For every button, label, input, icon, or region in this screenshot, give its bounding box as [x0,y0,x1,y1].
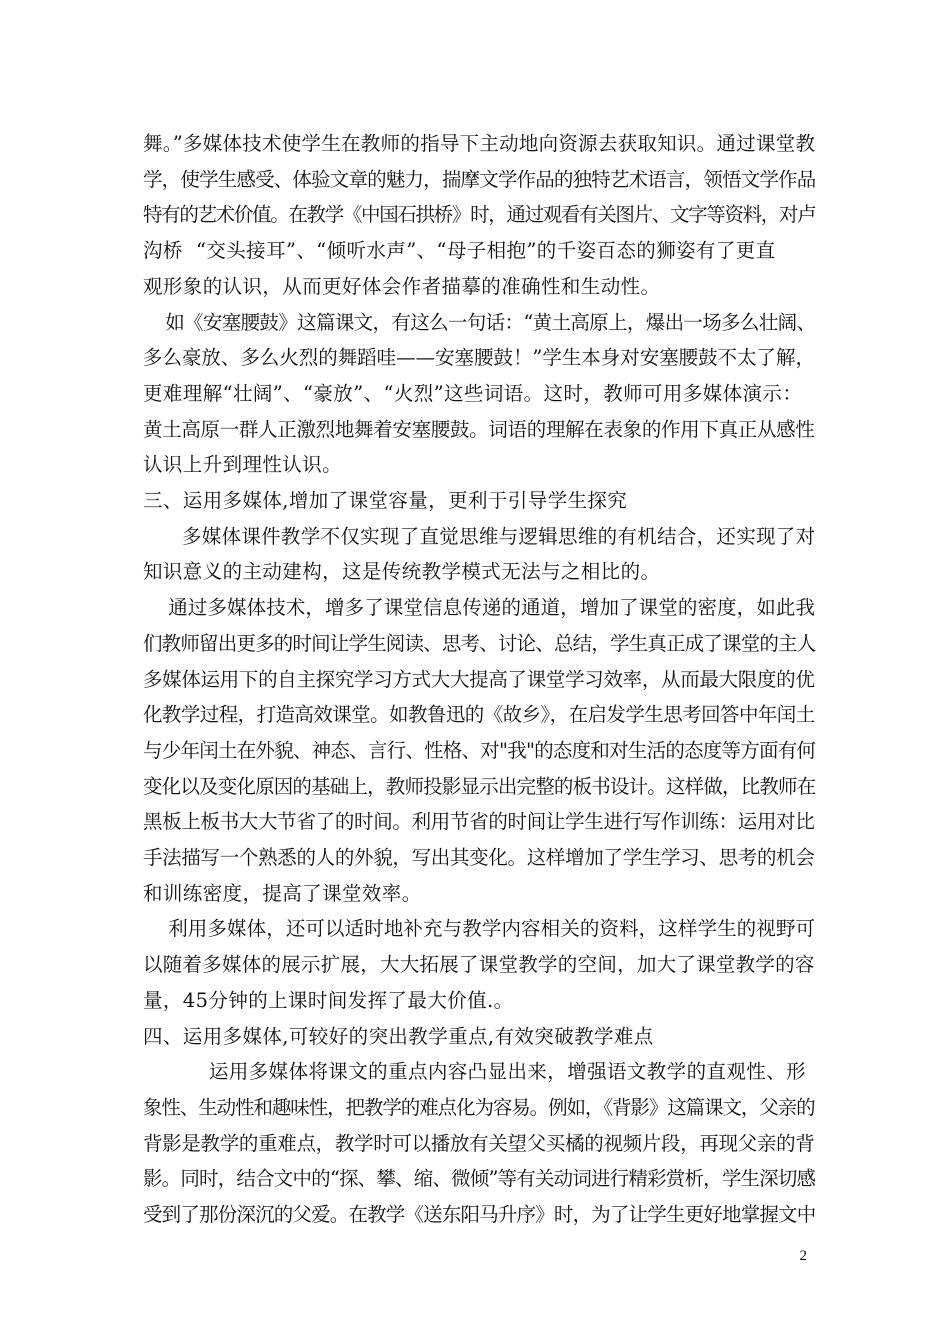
text-line: 影。同时，结合文中的“探、攀、缩、微倾”等有关动词进行精彩赏析，学生深切感 [143,1167,816,1191]
text-line: 以随着多媒体的展示扩展，大大拓展了课堂教学的空间，加大了课堂教学的容 [143,953,815,977]
text-line: 黑板上板书大大节省了的时间。利用节省的时间让学生进行写作训练：运用对比 [143,810,815,834]
text-line: 多媒体运用下的自主探究学习方式大大提高了课堂学习效率，从而最大限度的优 [143,667,815,691]
text-line: 手法描写一个熟悉的人的外貌，写出其变化。这样增加了学生学习、思考的机会 [143,846,815,869]
text-line: 多么豪放、多么火烈的舞蹈哇——安塞腰鼓！”学生本身对安塞腰鼓不太了解， [143,346,815,370]
text-line: 和训练密度，提高了课堂效率。 [143,881,422,905]
text-line: 四、运用多媒体,可较好的突出教学重点,有效突破教学难点 [143,1024,654,1048]
text-line: 利用多媒体，还可以适时地补充与教学内容相关的资料，这样学生的视野可 [143,917,816,941]
text-line: 化教学过程，打造高效课堂。如教鲁迅的《故乡》，在启发学生思考回答中年闰土 [143,703,815,727]
text-line: 观形象的认识，从而更好体会作者描摹的准确性和生动性。 [143,274,661,298]
text-line: 舞。”多媒体技术使学生在教师的指导下主动地向资源去获取知识。通过课堂教 [143,132,816,155]
text-line: 如《安塞腰鼓》这篇课文，有这么一句话：“黄土高原上，爆出一场多么壮阔、 [143,310,816,334]
page-number: 2 [799,1248,807,1264]
text-line: 变化以及变化原因的基础上，教师投影显示出完整的板书设计。这样做，比教师在 [143,774,816,798]
text-line: 与少年闰土在外貌、神态、言行、性格、对"我"的态度和对生活的态度等方面有何 [143,738,816,762]
text-line: 运用多媒体将课文的重点内容凸显出来，增强语文教学的直观性、形 [143,1060,806,1084]
text-line: 背影是教学的重难点，教学时可以播放有关望父买橘的视频片段，再现父亲的背 [143,1131,815,1155]
text-line: 认识上升到理性认识。 [143,453,343,477]
text-line: 们教师留出更多的时间让学生阅读、思考、讨论、总结，学生真正成了课堂的主人 [143,631,816,655]
text-line: 通过多媒体技术，增多了课堂信息传递的通道，增加了课堂的密度，如此我 [143,596,816,620]
text-line: 受到了那份深沉的父爱。在教学《送东阳马升序》时，为了让学生更好地掌握文中 [143,1203,816,1226]
text-line: 沟桥 “交头接耳”、“倾听水声”、“母子相抱”的千姿百态的狮姿有了更直 [143,239,776,263]
text-line: 特有的艺术价值。在教学《中国石拱桥》时，通过观看有关图片、文字等资料，对卢 [143,203,816,227]
text-line: 量，45分钟的上课时间发挥了最大价值.。 [143,988,514,1012]
text-line: 三、运用多媒体,增加了课堂容量，更利于引导学生探究 [143,489,628,512]
text-line: 知识意义的主动建构，这是传统教学模式无法与之相比的。 [143,560,661,584]
text-line: 象性、生动性和趣味性，把教学的难点化为容易。例如，《背影》这篇课文，父亲的 [143,1095,815,1119]
text-line: 学，使学生感受、体验文章的魅力，揣摩文学作品的独特艺术语言，领悟文学作品 [143,167,816,191]
text-line: 黄土高原一群人正激烈地舞着安塞腰鼓。词语的理解在表象的作用下真正从感性 [143,417,815,441]
text-line: 多媒体课件教学不仅实现了直觉思维与逻辑思维的有机结合，还实现了对 [143,524,816,548]
text-line: 更难理解“壮阔”、“豪放”、“火烈”这些词语。这时，教师可用多媒体演示： [143,381,803,405]
